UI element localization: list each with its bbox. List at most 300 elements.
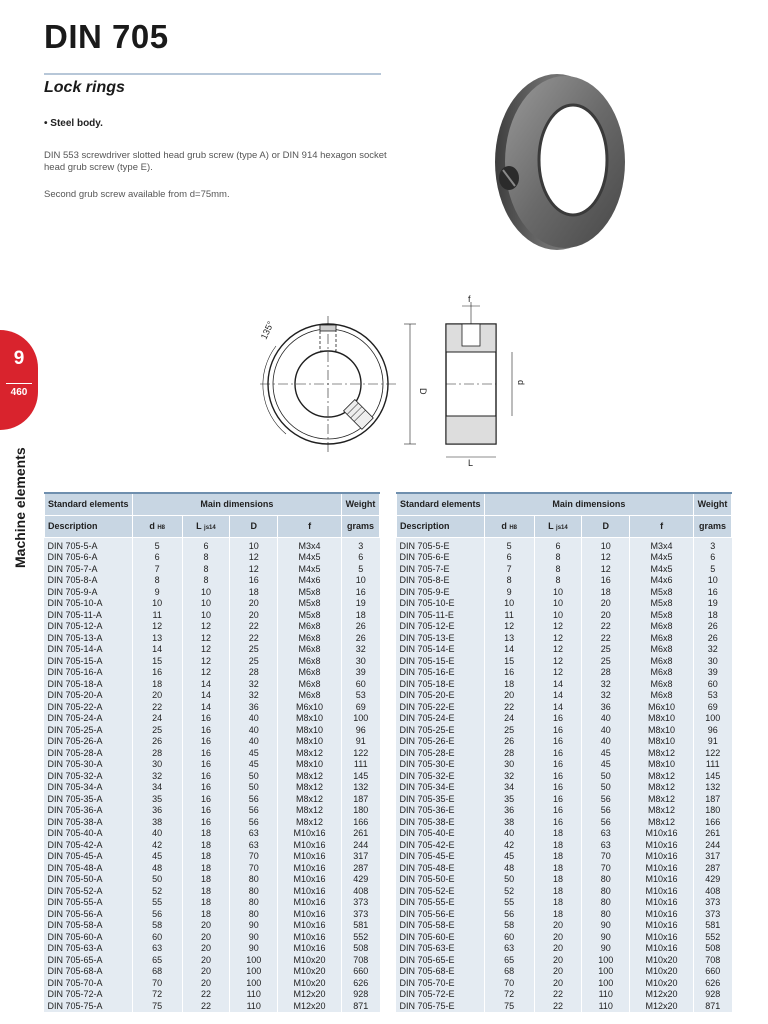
table-cell: 28 (582, 667, 630, 679)
table-cell: 5 (693, 564, 731, 576)
table-cell: M10x20 (630, 978, 694, 990)
table-row (45, 702, 380, 714)
table-cell: 70 (230, 851, 278, 863)
table-cell: 18 (182, 851, 230, 863)
table-cell: 13 (484, 633, 534, 645)
header-standard-elements: Standard elements (397, 493, 485, 515)
table-row (397, 886, 732, 898)
table-cell: DIN 705-6-A (47, 552, 98, 562)
table-cell: M8x10 (278, 713, 342, 725)
table-cell: M6x10 (278, 702, 342, 714)
table-cell: 187 (341, 794, 379, 806)
table-cell: 16 (230, 575, 278, 587)
table-cell: 36 (582, 702, 630, 714)
table-cell: 28 (230, 667, 278, 679)
col-d: d H8 (132, 515, 182, 537)
table-cell: 32 (693, 644, 731, 656)
table-cell: 68 (132, 966, 182, 978)
table-cell: 32 (582, 690, 630, 702)
table-cell: M10x16 (630, 863, 694, 875)
table-cell: 70 (582, 863, 630, 875)
table-cell: M4x5 (278, 564, 342, 576)
table-cell: M10x20 (278, 966, 342, 978)
table-cell: DIN 705-20-A (47, 690, 103, 700)
table-cell: 373 (693, 897, 731, 909)
table-cell: 16 (582, 575, 630, 587)
col-d: d H8 (484, 515, 534, 537)
product-note: Second grub screw available from d=75mm. (44, 189, 230, 200)
table-cell: 90 (230, 943, 278, 955)
table-row (45, 817, 380, 829)
table-cell: 508 (341, 943, 379, 955)
table-cell: DIN 705-13-A (47, 632, 103, 643)
table-cell: 244 (693, 840, 731, 852)
table-row (45, 851, 380, 863)
table-cell: 40 (230, 725, 278, 737)
table-row (397, 794, 732, 806)
table-cell: 18 (182, 909, 230, 921)
table-cell: DIN 705-16-A (47, 667, 103, 677)
table-cell: 20 (534, 920, 582, 932)
table-cell: 7 (132, 564, 182, 576)
table-cell: DIN 705-34-A (47, 782, 103, 792)
table-row (45, 863, 380, 875)
table-cell: M6x8 (630, 656, 694, 668)
table-cell: M10x16 (630, 897, 694, 909)
table-row (397, 1001, 732, 1013)
table-cell: M6x8 (630, 621, 694, 633)
table-cell: M10x16 (278, 828, 342, 840)
table-row (397, 725, 732, 737)
table-row (397, 667, 732, 679)
table-cell: 408 (693, 886, 731, 898)
table-cell: 429 (341, 874, 379, 886)
table-cell: 16 (182, 782, 230, 794)
table-cell: DIN 705-48-A (47, 862, 103, 873)
table-cell: 16 (182, 759, 230, 771)
table-cell: 70 (582, 851, 630, 863)
table-cell: 16 (534, 817, 582, 829)
table-cell: M10x20 (278, 978, 342, 990)
table-cell: 18 (534, 897, 582, 909)
table-cell: 69 (341, 702, 379, 714)
table-row (45, 771, 380, 783)
table-cell: 56 (484, 909, 534, 921)
table-cell: 25 (230, 656, 278, 668)
table-cell: M12x20 (630, 1001, 694, 1013)
table-cell: 12 (534, 621, 582, 633)
table-cell: 90 (230, 920, 278, 932)
table-row (45, 978, 380, 990)
table-cell: DIN 705-28-A (47, 747, 103, 758)
table-cell: 39 (341, 667, 379, 679)
table-cell: DIN 705-10-A (47, 598, 103, 608)
table-row (45, 897, 380, 909)
table-cell: 53 (693, 690, 731, 702)
dim-f-label: f (468, 294, 471, 304)
table-row (45, 805, 380, 817)
table-cell: 8 (182, 552, 230, 564)
table-cell: DIN 705-45-E (399, 851, 455, 861)
header-weight: Weight (693, 493, 731, 515)
table-cell: 50 (484, 874, 534, 886)
table-row (45, 840, 380, 852)
table-cell: 8 (484, 575, 534, 587)
table-cell: 63 (230, 840, 278, 852)
table-row (397, 932, 732, 944)
table-cell: 56 (582, 817, 630, 829)
table-cell: DIN 705-75-E (399, 1000, 455, 1011)
table-cell: 20 (582, 598, 630, 610)
table-cell: DIN 705-35-E (399, 793, 455, 804)
table-cell: 100 (341, 713, 379, 725)
table-cell: M10x16 (630, 851, 694, 863)
table-cell: 34 (484, 782, 534, 794)
table-cell: DIN 705-5-E (399, 540, 450, 551)
table-cell: 22 (230, 633, 278, 645)
table-cell: M8x10 (278, 725, 342, 737)
table-cell: 16 (132, 667, 182, 679)
lock-ring-photo (485, 66, 635, 256)
table-cell: DIN 705-42-E (399, 839, 455, 850)
table-row (397, 656, 732, 668)
table-cell: M6x8 (630, 679, 694, 691)
feature-bullet: • Steel body. (44, 118, 103, 129)
table-cell: 18 (132, 679, 182, 691)
table-cell: 22 (182, 1001, 230, 1013)
table-cell: 8 (182, 564, 230, 576)
table-cell: M4x5 (630, 564, 694, 576)
table-cell: 53 (341, 690, 379, 702)
table-cell: 16 (182, 794, 230, 806)
table-cell: 36 (230, 702, 278, 714)
table-cell: 26 (341, 621, 379, 633)
table-cell: DIN 705-68-A (47, 966, 103, 976)
table-cell: 42 (132, 840, 182, 852)
table-cell: M8x12 (278, 748, 342, 760)
table-cell: 40 (132, 828, 182, 840)
table-cell: 28 (132, 748, 182, 760)
table-cell: DIN 705-34-E (399, 782, 455, 792)
table-cell: 22 (132, 702, 182, 714)
table-cell: DIN 705-36-A (47, 805, 103, 815)
table-cell: 12 (582, 564, 630, 576)
table-row (45, 794, 380, 806)
table-cell: 3 (693, 537, 731, 552)
table-cell: 928 (341, 989, 379, 1001)
table-cell: 708 (693, 955, 731, 967)
table-cell: 11 (132, 610, 182, 622)
table-cell: 13 (132, 633, 182, 645)
table-cell: M4x6 (278, 575, 342, 587)
table-cell: 100 (582, 955, 630, 967)
table-cell: 16 (182, 713, 230, 725)
table-row (45, 989, 380, 1001)
table-cell: 708 (341, 955, 379, 967)
table-cell: M6x10 (630, 702, 694, 714)
table-cell: 55 (484, 897, 534, 909)
page-number: 460 (10, 387, 28, 398)
table-row (45, 955, 380, 967)
table-cell: DIN 705-56-E (399, 908, 455, 919)
table-cell: M6x8 (278, 667, 342, 679)
table-cell: 65 (484, 955, 534, 967)
table-cell: 12 (534, 656, 582, 668)
table-cell: DIN 705-13-E (399, 632, 455, 643)
table-cell: 18 (182, 840, 230, 852)
table-cell: 80 (230, 897, 278, 909)
table-cell: DIN 705-65-A (47, 954, 103, 965)
table-cell: 626 (693, 978, 731, 990)
table-row (397, 851, 732, 863)
table-cell: DIN 705-35-A (47, 793, 103, 804)
table-cell: 18 (182, 897, 230, 909)
col-description: Description (45, 515, 133, 537)
table-cell: 75 (484, 1001, 534, 1013)
table-cell: 5 (341, 564, 379, 576)
table-cell: DIN 705-11-A (47, 609, 102, 620)
table-cell: 40 (230, 713, 278, 725)
table-cell: M10x16 (630, 828, 694, 840)
table-row (45, 633, 380, 645)
table-cell: M5x8 (630, 610, 694, 622)
table-cell: DIN 705-72-E (399, 989, 455, 999)
table-cell: 14 (132, 644, 182, 656)
col-f: f (278, 515, 342, 537)
table-cell: 261 (693, 828, 731, 840)
table-cell: 122 (693, 748, 731, 760)
table-cell: 35 (484, 794, 534, 806)
table-cell: 244 (341, 840, 379, 852)
table-cell: 122 (341, 748, 379, 760)
table-cell: 132 (693, 782, 731, 794)
table-body (45, 537, 380, 1012)
table-cell: 32 (132, 771, 182, 783)
col-grams: grams (341, 515, 379, 537)
table-cell: 52 (132, 886, 182, 898)
table-cell: M8x10 (630, 759, 694, 771)
table-cell: DIN 705-8-A (47, 575, 98, 585)
table-cell: 50 (582, 771, 630, 783)
table-cell: 45 (484, 851, 534, 863)
table-cell: 16 (182, 736, 230, 748)
table-cell: 14 (534, 690, 582, 702)
table-cell: 18 (182, 874, 230, 886)
header-weight: Weight (341, 493, 379, 515)
table-row (397, 633, 732, 645)
table-cell: 166 (693, 817, 731, 829)
table-cell: DIN 705-8-E (399, 575, 450, 585)
table-cell: 90 (582, 943, 630, 955)
table-row (45, 932, 380, 944)
table-cell: 20 (182, 932, 230, 944)
table-cell: 12 (182, 621, 230, 633)
table-cell: 110 (582, 1001, 630, 1013)
table-cell: 63 (484, 943, 534, 955)
table-cell: DIN 705-50-A (47, 874, 103, 884)
table-cell: 80 (582, 909, 630, 921)
table-cell: DIN 705-30-E (399, 759, 455, 769)
chapter-tab (0, 330, 38, 430)
table-row (397, 943, 732, 955)
table-cell: DIN 705-50-E (399, 874, 455, 884)
table-cell: 35 (132, 794, 182, 806)
table-cell: 40 (582, 736, 630, 748)
table-row (397, 748, 732, 760)
table-cell: M10x16 (630, 909, 694, 921)
table-cell: 91 (341, 736, 379, 748)
table-cell: M8x10 (278, 759, 342, 771)
table-cell: 18 (534, 874, 582, 886)
table-cell: DIN 705-70-E (399, 977, 455, 988)
table-cell: M6x8 (278, 679, 342, 691)
table-cell: 18 (182, 863, 230, 875)
table-cell: 100 (582, 966, 630, 978)
table-cell: 80 (582, 897, 630, 909)
table-cell: 22 (230, 621, 278, 633)
table-cell: 30 (341, 656, 379, 668)
table-cell: 26 (693, 633, 731, 645)
table-cell: 14 (182, 702, 230, 714)
table-cell: 58 (484, 920, 534, 932)
table-cell: 32 (582, 679, 630, 691)
table-cell: 3 (341, 537, 379, 552)
table-cell: M10x16 (278, 920, 342, 932)
table-cell: 32 (230, 679, 278, 691)
table-cell: 20 (534, 966, 582, 978)
table-row (397, 863, 732, 875)
table-row (45, 587, 380, 599)
table-cell: 5 (132, 537, 182, 552)
table-cell: 166 (341, 817, 379, 829)
table-cell: 18 (534, 909, 582, 921)
table-cell: 16 (484, 667, 534, 679)
table-cell: DIN 705-55-E (399, 897, 455, 907)
table-cell: DIN 705-48-E (399, 862, 455, 873)
dim-d-label: d (516, 380, 526, 386)
table-cell: 19 (341, 598, 379, 610)
table-cell: 508 (693, 943, 731, 955)
table-cell: 25 (230, 644, 278, 656)
table-cell: 38 (484, 817, 534, 829)
table-row (45, 537, 380, 552)
table-cell: 45 (132, 851, 182, 863)
table-row (397, 552, 732, 564)
table-cell: DIN 705-58-A (47, 920, 103, 930)
table-cell: DIN 705-32-A (47, 770, 103, 781)
table-row (397, 897, 732, 909)
table-cell: 429 (693, 874, 731, 886)
table-cell: 25 (582, 656, 630, 668)
table-cell: M8x12 (278, 794, 342, 806)
table-cell: 20 (132, 690, 182, 702)
table-cell: 20 (582, 610, 630, 622)
table-cell: 16 (534, 736, 582, 748)
table-cell: DIN 705-16-E (399, 667, 455, 677)
table-cell: 10 (534, 587, 582, 599)
table-cell: 20 (182, 978, 230, 990)
table-cell: M6x8 (630, 633, 694, 645)
table-cell: 90 (230, 932, 278, 944)
table-cell: M8x12 (630, 794, 694, 806)
table-row (45, 564, 380, 576)
table-cell: 11 (484, 610, 534, 622)
table-cell: DIN 705-52-A (47, 885, 103, 896)
table-cell: 20 (182, 943, 230, 955)
table-cell: 18 (693, 610, 731, 622)
table-cell: M6x8 (278, 656, 342, 668)
table-cell: 20 (534, 955, 582, 967)
table-cell: 20 (182, 955, 230, 967)
table-cell: 22 (182, 989, 230, 1001)
table-cell: 132 (341, 782, 379, 794)
table-row (397, 978, 732, 990)
table-cell: 12 (534, 667, 582, 679)
table-cell: 12 (182, 667, 230, 679)
table-cell: 18 (182, 828, 230, 840)
table-cell: 10 (534, 598, 582, 610)
table-row (397, 621, 732, 633)
table-cell: 373 (341, 897, 379, 909)
table-cell: 22 (484, 702, 534, 714)
table-row (397, 771, 732, 783)
table-cell: 110 (582, 989, 630, 1001)
table-cell: DIN 705-7-E (399, 563, 450, 574)
table-cell: 42 (484, 840, 534, 852)
table-row (397, 702, 732, 714)
table-cell: 80 (230, 909, 278, 921)
table-cell: 26 (693, 621, 731, 633)
table-cell: 34 (132, 782, 182, 794)
table-cell: 6 (693, 552, 731, 564)
table-cell: 16 (182, 725, 230, 737)
col-l: L js14 (534, 515, 582, 537)
col-outer-d: D (582, 515, 630, 537)
table-row (45, 667, 380, 679)
table-cell: 10 (182, 587, 230, 599)
table-cell: 16 (182, 805, 230, 817)
table-cell: 18 (582, 587, 630, 599)
table-cell: 12 (534, 633, 582, 645)
table-cell: DIN 705-63-A (47, 943, 103, 953)
table-cell: 8 (182, 575, 230, 587)
table-row (45, 713, 380, 725)
table-cell: DIN 705-36-E (399, 805, 455, 815)
table-cell: 56 (230, 805, 278, 817)
table-cell: M8x12 (630, 771, 694, 783)
table-cell: 56 (230, 794, 278, 806)
table-cell: M12x20 (278, 1001, 342, 1013)
table-cell: 14 (182, 690, 230, 702)
technical-drawing (250, 292, 540, 467)
table-cell: 50 (132, 874, 182, 886)
table-cell: M8x12 (630, 782, 694, 794)
table-cell: 90 (582, 920, 630, 932)
table-cell: 14 (534, 679, 582, 691)
table-cell: 25 (132, 725, 182, 737)
table-cell: 50 (230, 782, 278, 794)
table-cell: DIN 705-40-A (47, 828, 103, 838)
table-cell: 96 (693, 725, 731, 737)
table-row (397, 782, 732, 794)
table-cell: 56 (582, 794, 630, 806)
table-cell: 24 (132, 713, 182, 725)
table-cell: DIN 705-68-E (399, 966, 455, 976)
table-cell: 8 (132, 575, 182, 587)
table-cell: 91 (693, 736, 731, 748)
table-cell: DIN 705-10-E (399, 598, 455, 608)
table-cell: DIN 705-56-A (47, 908, 103, 919)
